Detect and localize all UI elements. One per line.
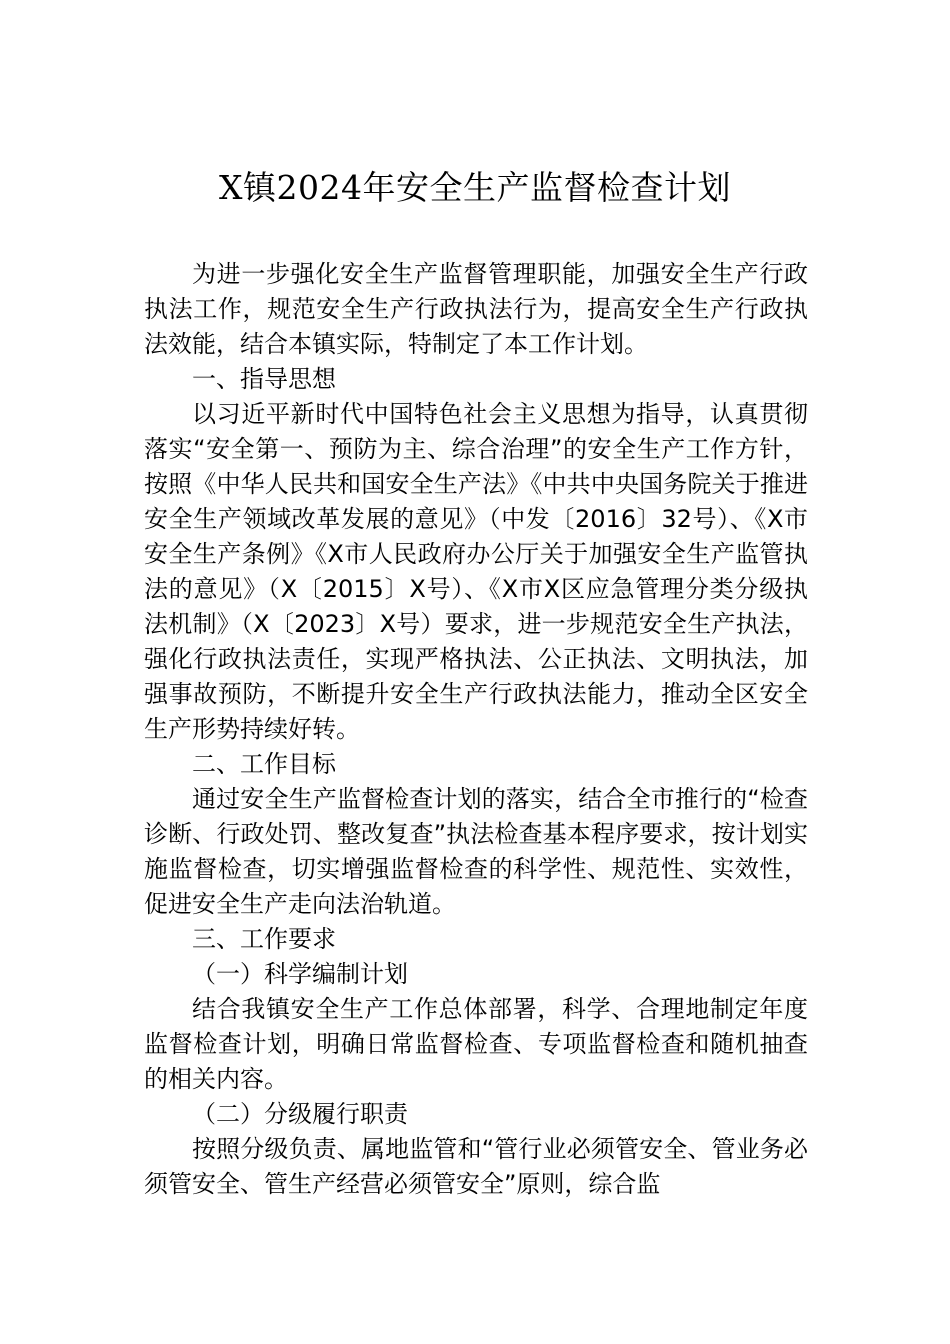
section-heading-work-goals: 二、工作目标: [192, 750, 336, 778]
document-body: [144, 257, 808, 1202]
section-heading-work-requirements: 三、工作要求: [192, 925, 336, 953]
subheading-graded-duties: （二）分级履行职责: [192, 1100, 408, 1128]
section-heading-guiding-ideology: 一、指导思想: [192, 365, 336, 393]
document-title: X镇2024年安全生产监督检查计划: [219, 168, 731, 207]
guiding-ideology-paragraph: 以习近平新时代中国特色社会主义思想为指导，认真贯彻落实“安全第一、预防为主、综合治理”的安全生产工作方针，按照《中华人民共和国安全生产法》《中共中央国务院关于推进安全生产领域改革发展的意见》（中发〔2016〕32号）、《X市安全生产条例》《X市人民政府办公厅关于加强安全生产监管执法的意见》（X〔2015〕X号）、《X市X区应急管理分类分级执法机制》（X〔2023〕X号）要求，进一步规范安全生产执法，强化行政执法责任，实现严格执法、公正执法、文明执法，加强事故预防，不断提升安全生产行政执法能力，推动全区安全生产形势持续好转。: [144, 400, 808, 743]
graded-duties-paragraph: 按照分级负责、属地监管和“管行业必须管安全、管业务必须管安全、管生产经营必须管安全”原则，综合监: [144, 1135, 808, 1198]
subheading-scientific-planning: （一）科学编制计划: [192, 960, 408, 988]
intro-paragraph: 为进一步强化安全生产监督管理职能，加强安全生产行政执法工作，规范安全生产行政执法行为，提高安全生产行政执法效能，结合本镇实际，特制定了本工作计划。: [144, 260, 808, 358]
scientific-planning-paragraph: 结合我镇安全生产工作总体部署，科学、合理地制定年度监督检查计划，明确日常监督检查、专项监督检查和随机抽查的相关内容。: [144, 995, 808, 1093]
work-goals-paragraph: 通过安全生产监督检查计划的落实，结合全市推行的“检查诊断、行政处罚、整改复查”执法检查基本程序要求，按计划实施监督检查，切实增强监督检查的科学性、规范性、实效性，促进安全生产走向法治轨道。: [144, 785, 808, 918]
